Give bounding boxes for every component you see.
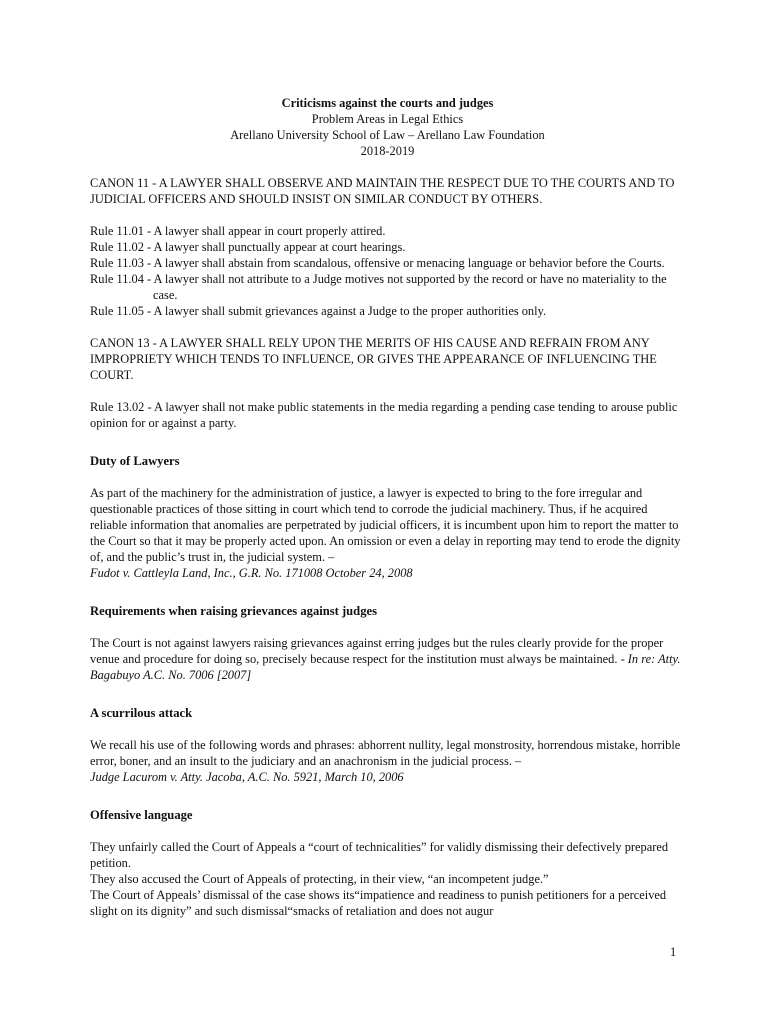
rule-11-01: Rule 11.01 - A lawyer shall appear in court properly attired. bbox=[90, 224, 386, 238]
scurrilous-body: We recall his use of the following words and phrases: abhorrent nullity, legal monstrosity, horrendous mistake, horrible error, boner, and an insult to the judiciary and an anachronism in the judicial process. – bbox=[90, 738, 681, 768]
heading-offensive-language: Offensive language bbox=[90, 808, 193, 822]
offensive-line-1: They unfairly called the Court of Appeals a “court of technicalities” for validly dismissing their defectively prepared petition. bbox=[90, 840, 669, 870]
duty-body: As part of the machinery for the administration of justice, a lawyer is expected to bring to the fore irregular and questionable practices of those sitting in court which tend to corrode the judicial machinery. Thus, if he acquired reliable information that anomalies are perpetrated by judicial officers, it is incumbent upon him to report the matter to the Court so that it may be properly acted upon. An omission or even a delay in reporting may tend to erode the dignity of, and the public’s trust in, the judicial system. – bbox=[90, 486, 681, 564]
offensive-line-2: They also accused the Court of Appeals of protecting, in their view, “an incompetent judge.” bbox=[90, 872, 549, 886]
duty-paragraph bbox=[90, 485, 685, 581]
document-header bbox=[90, 95, 685, 159]
rule-11-04: Rule 11.04 - A lawyer shall not attribute to a Judge motives not supported by the record or have no materiality to the case. bbox=[90, 272, 667, 302]
rule-11-05: Rule 11.05 - A lawyer shall submit grievances against a Judge to the proper authorities only. bbox=[90, 304, 547, 318]
scurrilous-paragraph bbox=[90, 737, 685, 785]
course-subtitle: Problem Areas in Legal Ethics bbox=[311, 112, 464, 126]
document-body bbox=[90, 95, 685, 919]
rule-11-03: Rule 11.03 - A lawyer shall abstain from scandalous, offensive or menacing language or behavior before the Courts. bbox=[90, 256, 665, 270]
rule-13-02: Rule 13.02 - A lawyer shall not make public statements in the media regarding a pending case tending to arouse public opinion for or against a party. bbox=[90, 400, 678, 430]
school-year: 2018-2019 bbox=[360, 144, 415, 158]
heading-duty-of-lawyers: Duty of Lawyers bbox=[90, 454, 180, 468]
heading-requirements: Requirements when raising grievances against judges bbox=[90, 604, 377, 618]
canon-13-text: CANON 13 - A LAWYER SHALL RELY UPON THE MERITS OF HIS CAUSE AND REFRAIN FROM ANY IMPROPRIETY WHICH TENDS TO INFLUENCE, OR GIVES THE APPEARANCE OF INFLUENCING THE COURT. bbox=[90, 336, 657, 382]
document-title: Criticisms against the courts and judges bbox=[281, 96, 494, 110]
heading-scurrilous-attack: A scurrilous attack bbox=[90, 706, 193, 720]
canon-11-rules bbox=[90, 223, 685, 319]
scurrilous-citation: Judge Lacurom v. Atty. Jacoba, A.C. No. 5921, March 10, 2006 bbox=[90, 770, 404, 784]
offensive-paragraph bbox=[90, 839, 685, 919]
page-number: 1 bbox=[670, 945, 677, 959]
offensive-line-3: The Court of Appeals’ dismissal of the case shows its“impatience and readiness to punish petitioners for a perceived slight on its dignity” and such dismissal“smacks of retaliation and does not augur bbox=[90, 888, 667, 918]
requirements-citation: - In re: Atty. Bagabuyo A.C. No. 7006 [2007] bbox=[90, 652, 681, 682]
canon-11-text: CANON 11 - A LAWYER SHALL OBSERVE AND MAINTAIN THE RESPECT DUE TO THE COURTS AND TO JUDICIAL OFFICERS AND SHOULD INSIST ON SIMILAR CONDUCT BY OTHERS. bbox=[90, 176, 675, 206]
duty-citation: Fudot v. Cattleyla Land, Inc., G.R. No. 171008 October 24, 2008 bbox=[90, 566, 413, 580]
requirements-body: The Court is not against lawyers raising grievances against erring judges but the rules clearly provide for the proper venue and procedure for doing so, precisely because respect for the institution must always be maintained. bbox=[90, 636, 664, 666]
institution-line: Arellano University School of Law – Arellano Law Foundation bbox=[230, 128, 545, 142]
rule-11-02: Rule 11.02 - A lawyer shall punctually appear at court hearings. bbox=[90, 240, 406, 254]
requirements-paragraph bbox=[90, 635, 685, 683]
